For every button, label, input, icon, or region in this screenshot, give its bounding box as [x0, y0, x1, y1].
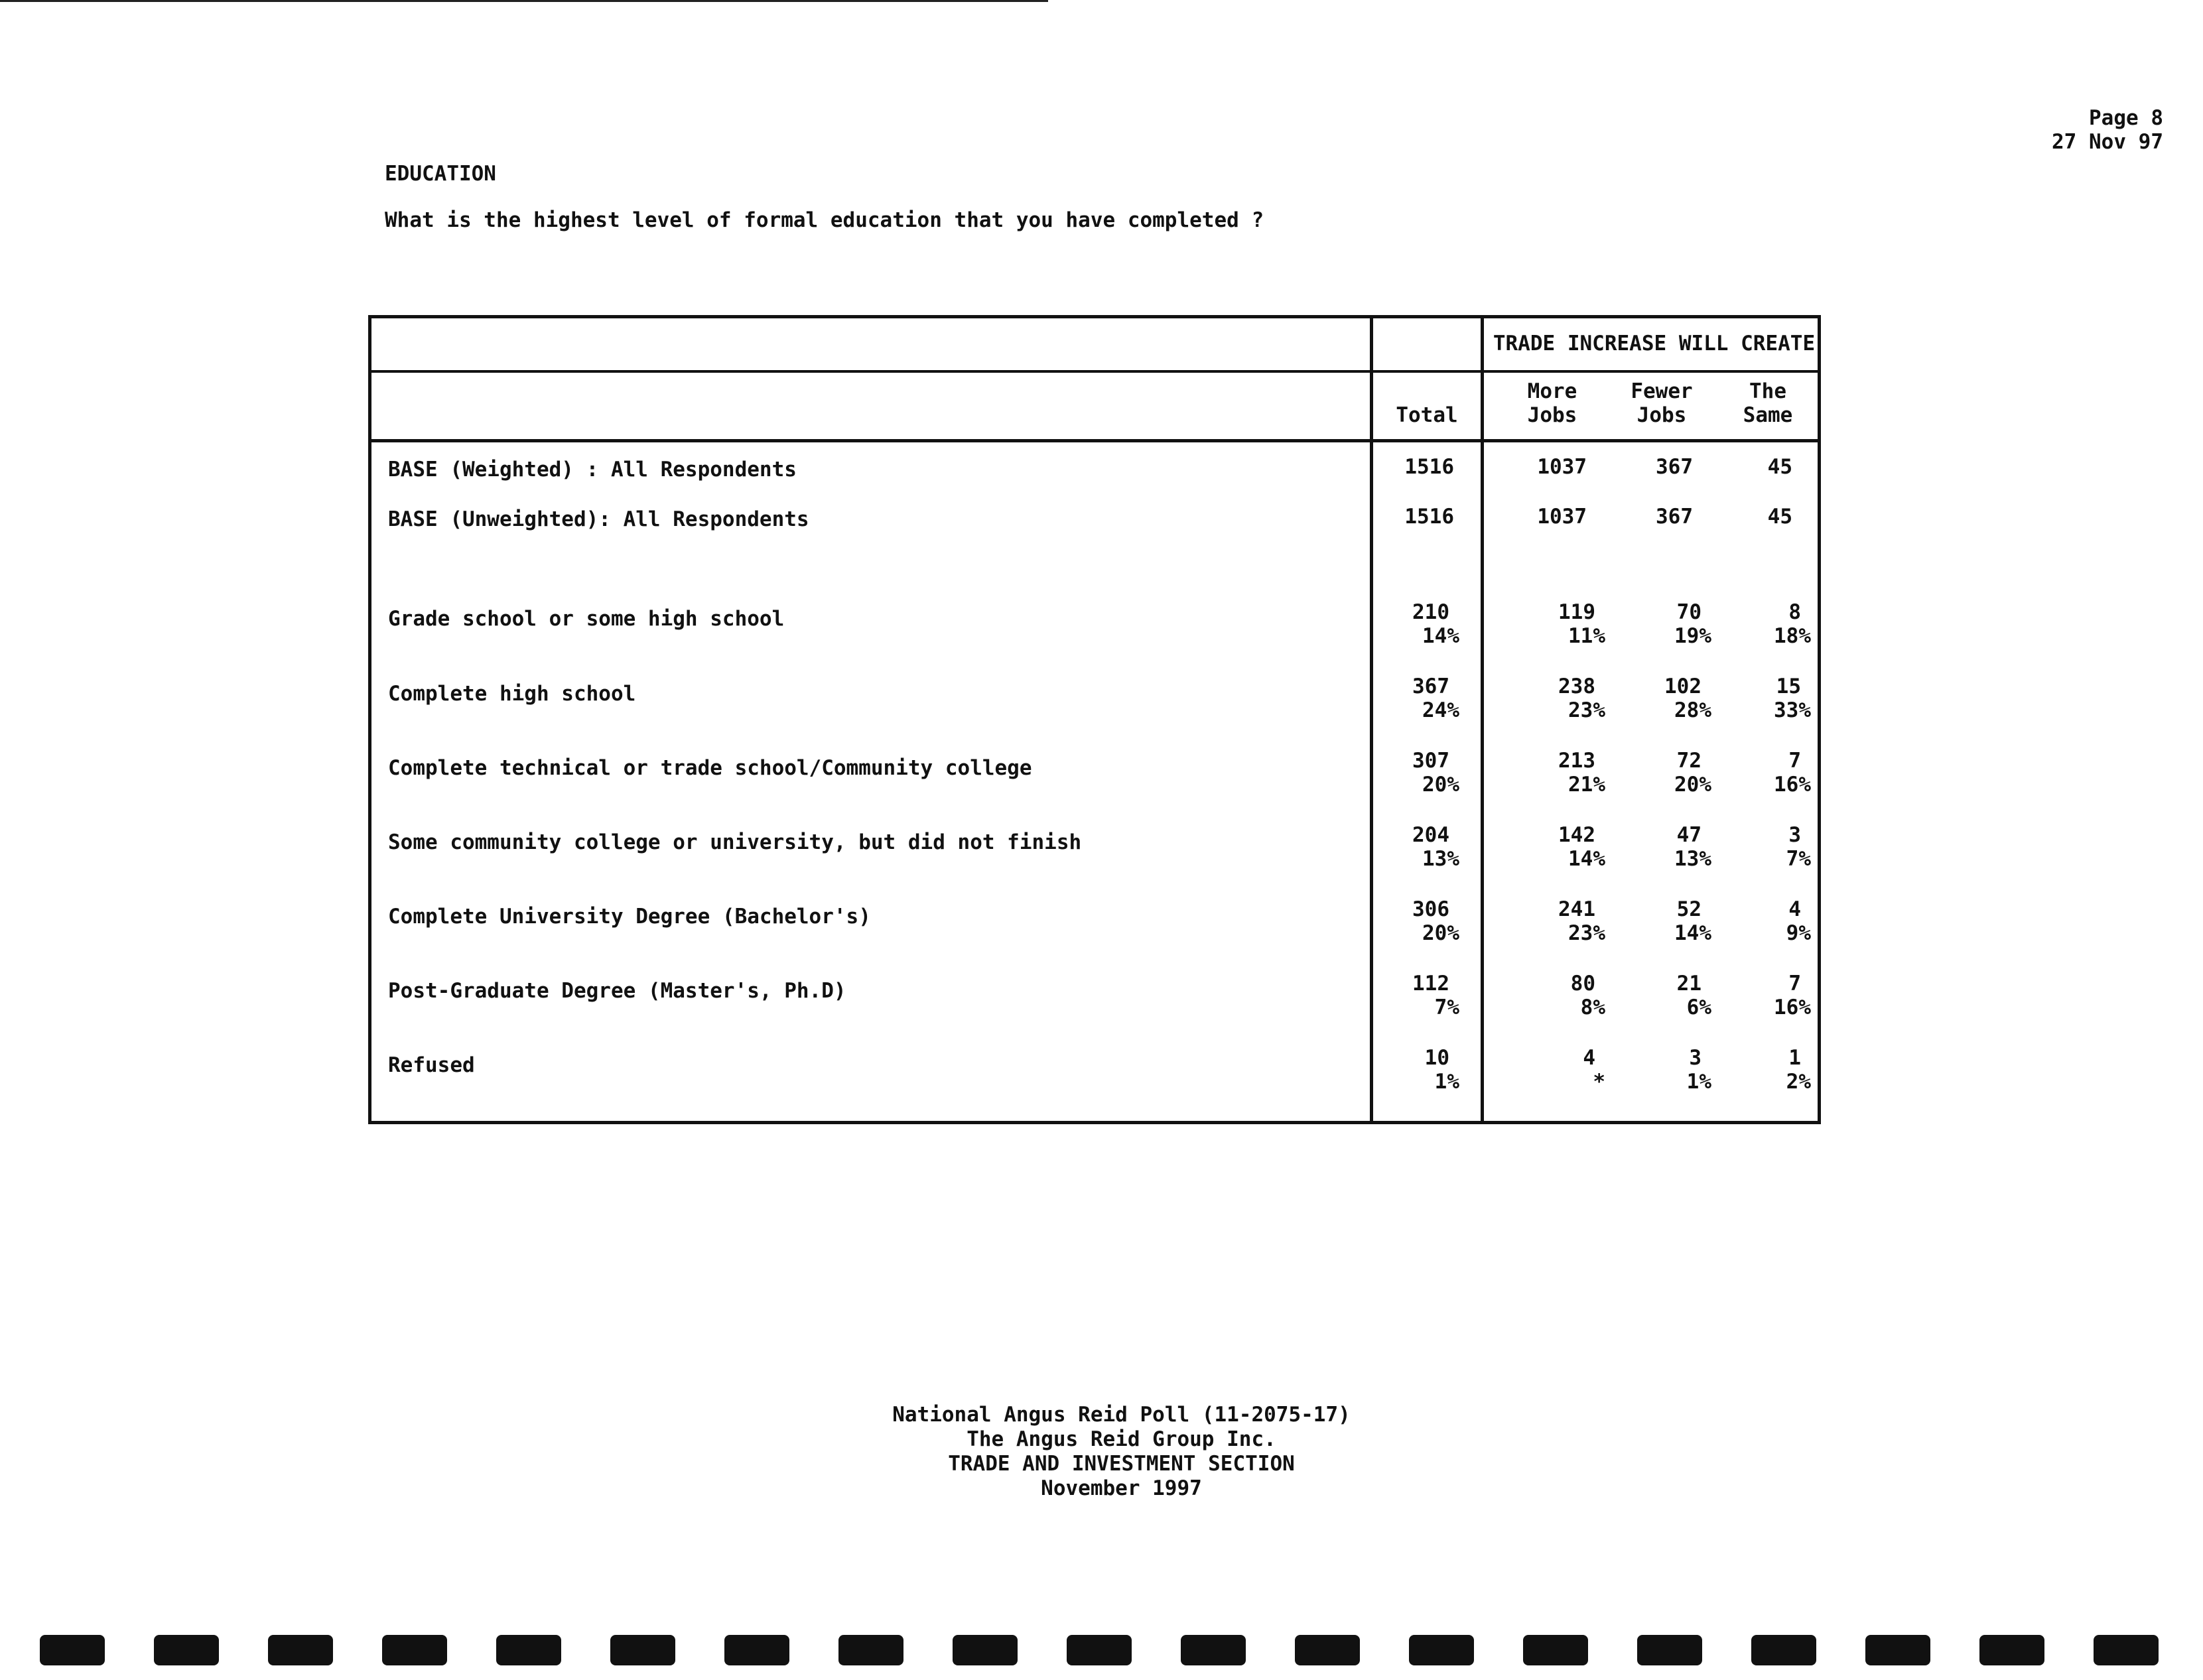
- dash-mark: [1409, 1635, 1474, 1665]
- page-info: [2052, 106, 2163, 154]
- more-jobs-cell: 4 *: [1583, 1046, 1605, 1094]
- col-header-more-jobs: More Jobs: [1527, 379, 1577, 427]
- the-same-cell: 3 7%: [1786, 823, 1811, 871]
- fewer-jobs-cell: 47 13%: [1674, 823, 1711, 871]
- the-same-cell: 7 16%: [1774, 972, 1811, 1019]
- dash-mark: [1295, 1635, 1360, 1665]
- dash-mark: [1181, 1635, 1246, 1665]
- dash-mark: [1751, 1635, 1816, 1665]
- crosstab-table: [368, 315, 1821, 1124]
- the-same-cell: 4 9%: [1786, 897, 1811, 945]
- row-label: BASE (Unweighted): All Respondents: [388, 507, 809, 531]
- fewer-jobs-value: 367: [1656, 505, 1693, 529]
- the-same-value: 45: [1767, 455, 1792, 479]
- total-value: 1516: [1404, 505, 1454, 529]
- fewer-jobs-value: 367: [1656, 455, 1693, 479]
- dash-mark: [1865, 1635, 1930, 1665]
- header-divider: [371, 370, 1818, 373]
- header-bottom-rule: [371, 439, 1818, 442]
- total-cell: 210 14%: [1412, 600, 1459, 648]
- page-date: 27 Nov 97: [2052, 130, 2163, 154]
- row-label: Some community college or university, but did not finish: [388, 830, 1082, 854]
- col-header-total: Total: [1396, 403, 1458, 427]
- fewer-jobs-cell: 72 20%: [1674, 749, 1711, 797]
- more-jobs-cell: 80 8%: [1570, 972, 1605, 1019]
- punch-hole-strip: [40, 1635, 2163, 1668]
- fewer-jobs-cell: 21 6%: [1676, 972, 1711, 1019]
- row-label: Grade school or some high school: [388, 607, 785, 631]
- total-value: 1516: [1404, 455, 1454, 479]
- dash-mark: [154, 1635, 219, 1665]
- more-jobs-value: 1037: [1537, 505, 1587, 529]
- fewer-jobs-cell: 52 14%: [1674, 897, 1711, 945]
- more-jobs-cell: 142 14%: [1558, 823, 1605, 871]
- footer-line: National Angus Reid Poll (11-2075-17): [892, 1403, 1351, 1427]
- page-number: Page 8: [2089, 106, 2163, 130]
- the-same-cell: 1 2%: [1786, 1046, 1811, 1094]
- total-cell: 306 20%: [1412, 897, 1459, 945]
- more-jobs-value: 1037: [1537, 455, 1587, 479]
- dash-mark: [953, 1635, 1018, 1665]
- group-header: TRADE INCREASE WILL CREATE: [1493, 332, 1816, 355]
- top-rule: [0, 0, 1048, 2]
- total-cell: 10 1%: [1424, 1046, 1459, 1094]
- question-text: What is the highest level of formal education that you have completed ?: [385, 208, 1264, 232]
- the-same-cell: 15 33%: [1774, 675, 1811, 722]
- more-jobs-cell: 238 23%: [1558, 675, 1605, 722]
- the-same-cell: 8 18%: [1774, 600, 1811, 648]
- dash-mark: [40, 1635, 105, 1665]
- dash-mark: [2094, 1635, 2159, 1665]
- dash-mark: [1637, 1635, 1702, 1665]
- dash-mark: [838, 1635, 903, 1665]
- section-title: EDUCATION: [385, 162, 496, 186]
- col-header-the-same: The Same: [1743, 379, 1793, 427]
- footer: [0, 1403, 2203, 1501]
- dash-mark: [268, 1635, 333, 1665]
- col-header-fewer-jobs: Fewer Jobs: [1631, 379, 1693, 427]
- total-column-divider: [1481, 318, 1484, 1121]
- total-cell: 204 13%: [1412, 823, 1459, 871]
- row-label: Complete University Degree (Bachelor's): [388, 905, 871, 929]
- more-jobs-cell: 213 21%: [1558, 749, 1605, 797]
- more-jobs-cell: 241 23%: [1558, 897, 1605, 945]
- dash-mark: [1979, 1635, 2044, 1665]
- footer-line: The Angus Reid Group Inc.: [967, 1427, 1276, 1451]
- more-jobs-cell: 119 11%: [1558, 600, 1605, 648]
- dash-mark: [610, 1635, 675, 1665]
- dash-mark: [382, 1635, 447, 1665]
- the-same-cell: 7 16%: [1774, 749, 1811, 797]
- row-label: BASE (Weighted) : All Respondents: [388, 458, 797, 482]
- footer-line: November 1997: [1041, 1476, 1202, 1500]
- fewer-jobs-cell: 102 28%: [1664, 675, 1711, 722]
- dash-mark: [1523, 1635, 1588, 1665]
- fewer-jobs-cell: 3 1%: [1686, 1046, 1711, 1094]
- fewer-jobs-cell: 70 19%: [1674, 600, 1711, 648]
- dash-mark: [724, 1635, 789, 1665]
- total-cell: 112 7%: [1412, 972, 1459, 1019]
- footer-line: TRADE AND INVESTMENT SECTION: [948, 1452, 1295, 1476]
- row-label: Post-Graduate Degree (Master's, Ph.D): [388, 979, 846, 1003]
- dash-mark: [1067, 1635, 1132, 1665]
- total-cell: 307 20%: [1412, 749, 1459, 797]
- dash-mark: [496, 1635, 561, 1665]
- row-label: Refused: [388, 1053, 475, 1077]
- row-label: Complete technical or trade school/Community college: [388, 756, 1032, 780]
- the-same-value: 45: [1767, 505, 1792, 529]
- row-label: Complete high school: [388, 682, 636, 706]
- total-cell: 367 24%: [1412, 675, 1459, 722]
